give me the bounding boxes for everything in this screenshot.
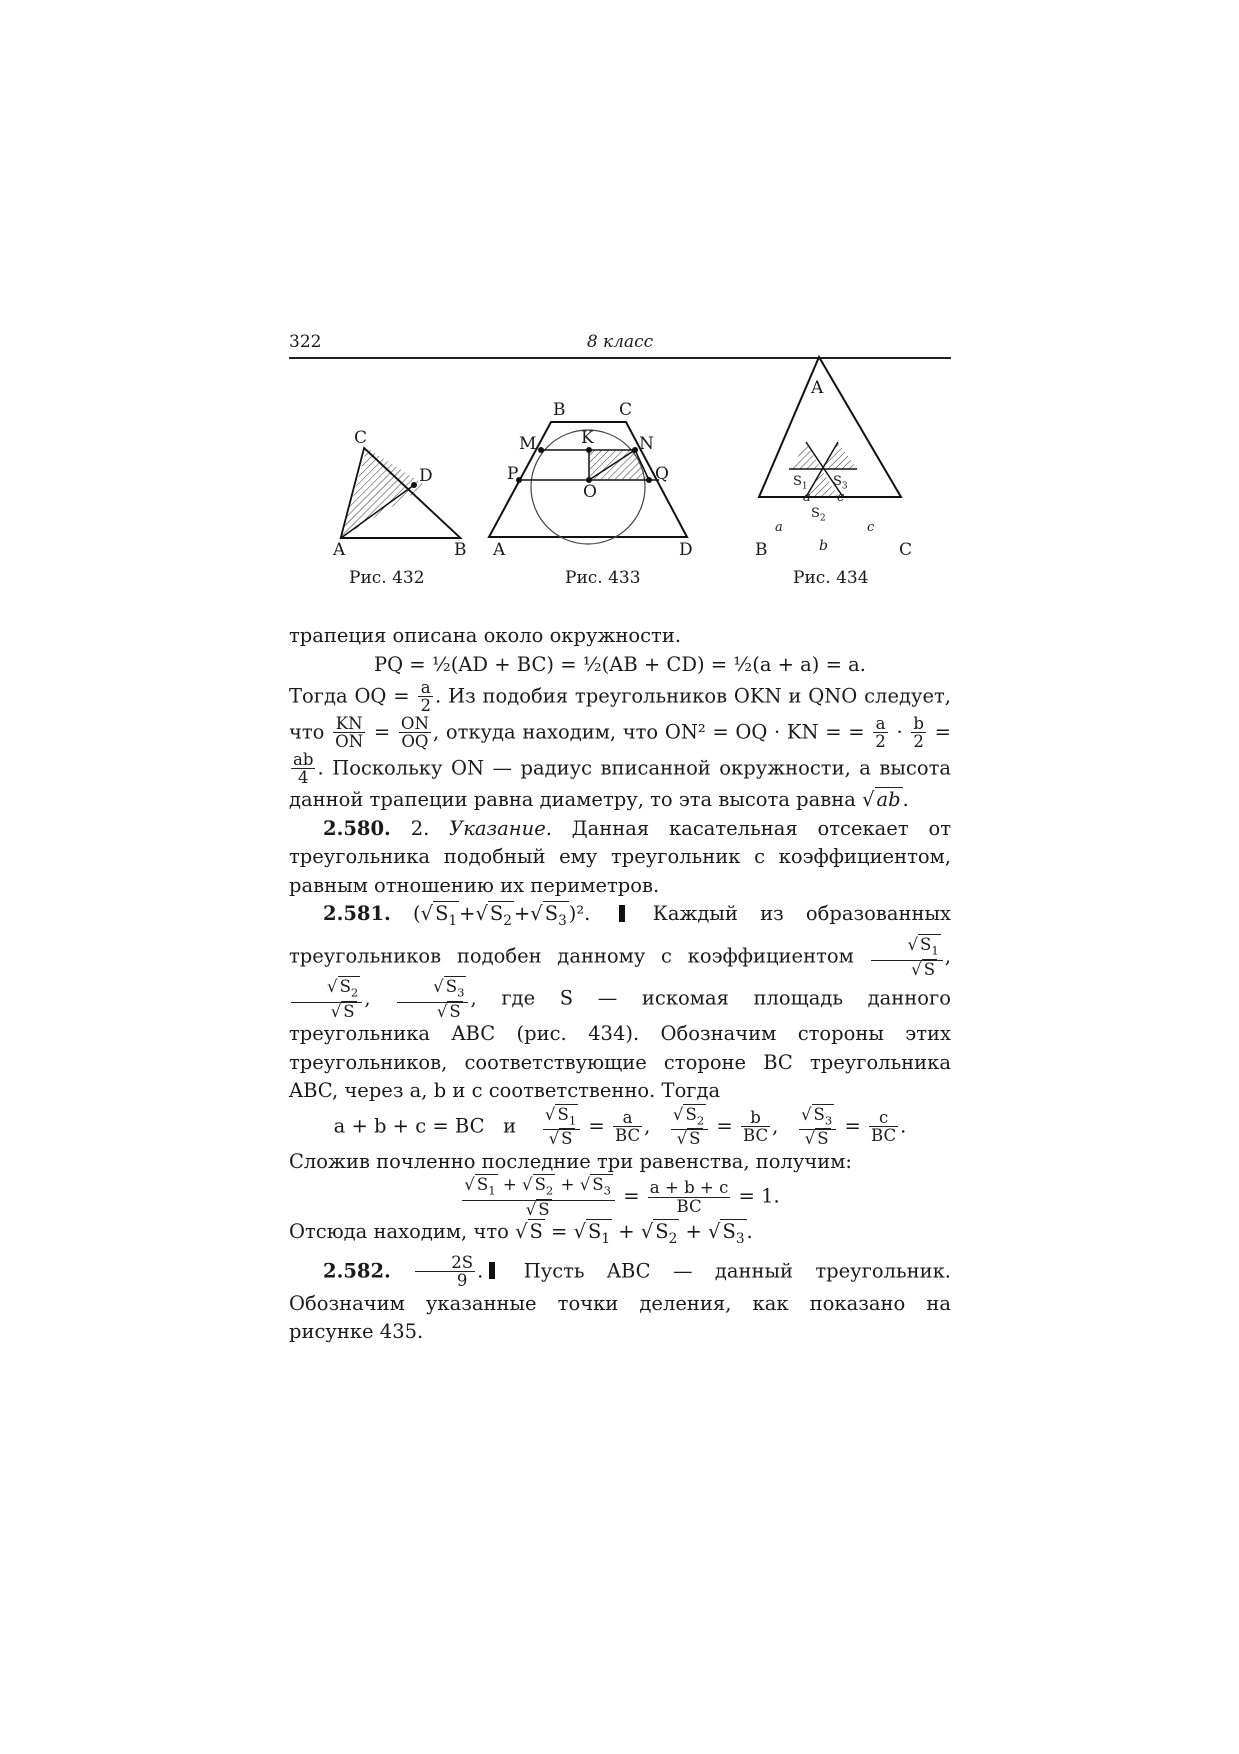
page-number: 322 [289,332,322,352]
figure-433-drawing [489,400,709,540]
paragraph-sum: Сложив почленно последние три равенства, получим: [289,1149,852,1173]
fig434-label-C: C [899,540,913,560]
fig434-label-S1: $S_1$ [793,474,808,492]
problem-2581-number: 2.581. [323,902,391,926]
fig433-caption: Рис. 433 [565,568,641,588]
paragraph-2580: 2.580. 2. Указание. Данная касательная отсекает от треугольника подобный ему треугольник с коэффициентом, равным отношению их периметров. [289,816,951,897]
equation-pq: PQ = ½(AD + BC) = ½(AB + CD) = ½(a + a) = a. [374,652,866,676]
header-rule [289,357,951,359]
proof-mark-2582 [489,1262,495,1279]
fig432-label-B: B [454,540,467,560]
problem-2582-number: 2.582. [323,1259,391,1283]
fig432-label-A: A [333,540,346,560]
paragraph-similarity: Тогда OQ = $\frac{a}{2}$ . Из подобия треугольников OKN и QNO следует, что $\frac{KN}{ON}$ = $\frac{ON}{OQ}$ , откуда находим, что ON² = OQ · KN = = $\frac{a}{2}$ · $\frac{b}{2}$ = $\frac{ab}{4}$ . Поскольку ON — радиус вписанной окружности, а высота данной трапеции равна диаметру, то эта высота равна √ ab . [289,678,951,812]
fig433-label-Q: Q [655,464,669,484]
fig433-label-P: P [507,464,519,484]
paragraph-trapezoid: трапеция описана около окружности. [289,624,682,647]
paragraph-result: Отсюда находим, что √ S = √ $S_1$ + √ $S_2$ + √ $S_3$ . [289,1220,753,1248]
hint-label: Указание. [449,816,552,840]
fig433-label-B: B [553,400,566,420]
fig434-label-A: A [811,378,824,398]
fig433-label-C: C [619,400,633,420]
fig434-label-S3: $S_3$ [833,474,848,492]
fig432-label-D: D [419,466,433,486]
fig434-label-a-upper: a [803,490,811,505]
paragraph-2582: 2.582. $\frac{2S}{9}$ . Пусть ABC — данный треугольник. Обозначим указанные точки деления, как показано на рисунке 435. [289,1252,951,1344]
section-title: 8 класс [586,332,654,352]
fig432-label-C: C [354,428,368,448]
fig433-label-D: D [679,540,693,560]
proof-mark [619,905,625,922]
fig433-label-M: M [519,434,537,454]
fig433-label-A: A [493,540,506,560]
equation-sides: a + b + c = BC и $\frac{√ S_1}{√ S}$ = $\frac{a}{BC}$ , $\frac{√ S_2}{√ S}$ = $\frac{b}{BC}$ , $\frac{√ S_3}{√ S}$ = $\frac{c}{BC}$ . [333,1104,907,1149]
fig434-label-S2: $S_2$ [811,506,826,524]
problem-2580-number: 2.580. [323,816,391,840]
fig434-label-c-lower: c [867,520,875,535]
figure-432-drawing [329,428,459,558]
fig433-label-O: O [583,482,597,502]
paragraph-2581: 2.581. (√ $S_1$ +√ $S_2$ +√ $S_3$ )². Каждый из образованных треугольников подобен данному с коэффициентом $\frac{√ S_1}{√ S}$ , $\frac{√ S_2}{√ S}$ , $\frac{√ S_3}{√ S}$ , где S — искомая площадь данного треугольника ABC (рис. 434). Обозначим стороны этих треугольников, соответствующие стороне BC треугольника ABC, через a, b и c соответственно. Тогда [289,902,951,1103]
figure-434-drawing [759,382,909,542]
fig434-label-b: b [819,538,828,554]
running-head [289,332,951,356]
equation-sum: $\frac{√ S_1 + √ S_2 + √ S_3}{√ S}$ = $\frac{a + b + c}{BC}$ = 1. [464,1175,780,1219]
fig434-label-a-lower: a [775,520,783,535]
figure-432 [329,428,467,588]
figure-433 [489,400,709,588]
body-text [289,622,951,1347]
fig433-label-K: K [581,428,594,448]
figure-434 [755,378,913,588]
fig434-caption: Рис. 434 [793,568,869,588]
fig432-caption: Рис. 432 [349,568,425,588]
book-page [289,0,951,1754]
fig434-label-B: B [755,540,768,560]
fig434-label-c-upper: c [837,490,845,505]
fig433-label-N: N [639,434,654,454]
